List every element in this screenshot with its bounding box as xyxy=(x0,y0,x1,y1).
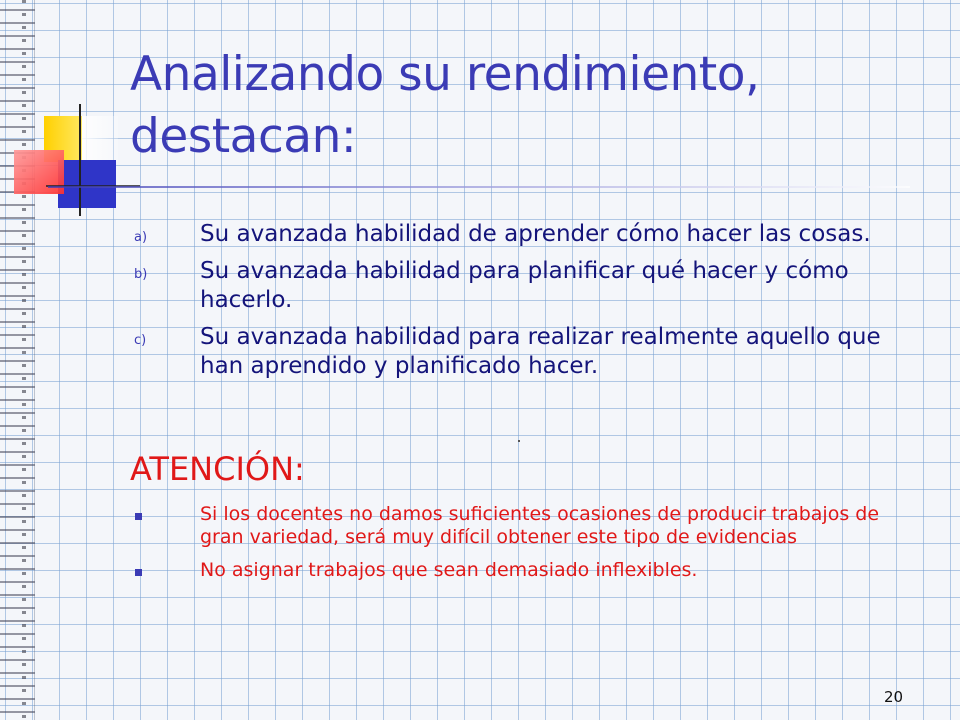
bullet-item xyxy=(130,503,920,549)
list-item-text: Su avanzada habilidad para realizar realmente aquello que han aprendido y planificado hacer. xyxy=(200,324,881,379)
list-item-text: Su avanzada habilidad para planificar qué hacer y cómo hacerlo. xyxy=(200,258,849,313)
list-item-text: Su avanzada habilidad de aprender cómo hacer las cosas. xyxy=(200,221,871,247)
attention-bullets xyxy=(130,503,920,592)
lettered-list xyxy=(130,220,930,389)
stray-dot xyxy=(518,440,520,442)
list-marker: a) xyxy=(134,230,148,245)
list-item xyxy=(130,257,930,315)
bullet-item xyxy=(130,559,920,582)
attention-heading: ATENCIÓN: xyxy=(130,450,305,488)
list-item xyxy=(130,323,930,381)
square-bullet-icon xyxy=(135,569,142,576)
list-marker: c) xyxy=(134,333,147,348)
list-item xyxy=(130,220,930,249)
page-number: 20 xyxy=(884,688,904,706)
square-bullet-icon xyxy=(135,513,142,520)
slide-title: Analizando su rendimiento, destacan: xyxy=(130,47,760,164)
bullet-text: Si los docentes no damos suficientes ocasiones de producir trabajos de gran variedad, será muy difícil obtener este tipo de evidencias xyxy=(200,503,880,548)
bullet-text: No asignar trabajos que sean demasiado inflexibles. xyxy=(200,559,698,581)
color-blocks-logo xyxy=(0,0,140,230)
list-marker: b) xyxy=(134,267,148,282)
title-divider xyxy=(48,186,910,188)
